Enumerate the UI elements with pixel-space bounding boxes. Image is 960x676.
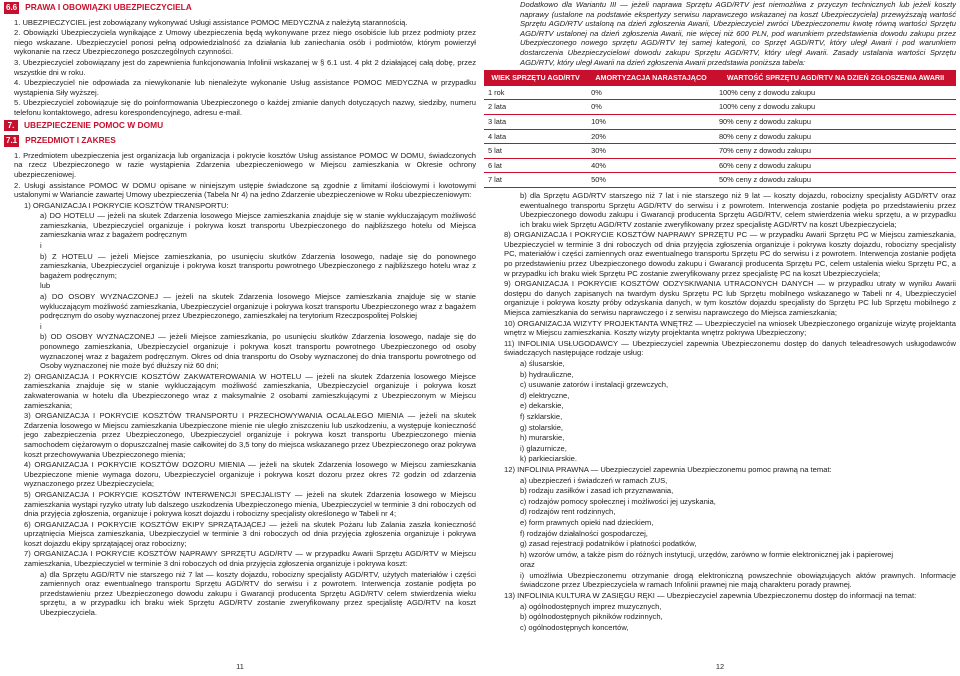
table-cell: 6 lat [484, 158, 587, 173]
list-item: a) ślusarskie, [520, 359, 565, 368]
table-cell: 30% [587, 144, 715, 159]
list-item: h) wzorów umów, a także pism do różnych instytucji, urzędów, zarówno w formie elektronicznej jak i papierowej [520, 549, 894, 559]
list-item: i) umożliwia Ubezpieczonemu otrzymanie drogą elektroniczną powszechnie obowiązujących aktów prawnych. Informacje świadczone przez Ubezpieczyciela w ramach Infolinii prawnej nie mają charakteru porady prawnej. [520, 570, 956, 590]
list-item: h) murarskie, [520, 433, 565, 443]
list-item: k) parkieciarskie. [520, 454, 577, 464]
paragraph: 10) ORGANIZACJA WIZYTY PROJEKTANTA WNĘTRZ — Ubezpieczyciel na wniosek Ubezpieczonego organizuje wizytę projektanta wnętrz w Miejscu zamieszkania. Koszty wizyty projektanta wnętrz pokrywa Ubezpieczony; [504, 318, 956, 338]
table-cell: 4 lata [484, 129, 587, 144]
table-cell: 50% [587, 173, 715, 188]
table-cell: 5 lat [484, 144, 587, 159]
table-cell: 2 lata [484, 100, 587, 115]
paragraph: 9) ORGANIZACJA I POKRYCIE KOSZTÓW ODZYSKIWANIA UTRACONYCH DANYCH — w przypadku utraty w wyniku Awarii dostępu do danych zapisanych na twardym dysku Sprzętu PC lub Sprzętu mobilnego wskazanego w Tabeli nr 4, Ubezpieczyciel organizuje i pokrywa koszty próby odzyskania danych, w tym kosztów dojazdu specjalisty do Sprzętu PC lub Sprzętu mobilnego z Miejsca zamieszkania do serwisu naprawczego i z serwisu naprawczego do Miejsca zamieszkania; [504, 279, 956, 318]
paragraph: a) DO HOTELU — jeżeli na skutek Zdarzenia losowego Miejsce zamieszkania znajduje się w stanie wykluczającym możliwość zamieszkania, Ubezpieczyciel organizuje i pokrywa koszt transportu Ubezpieczonego do najbliższego hotelu od Miejsca zamieszkania wraz z bagażem podręcznym [40, 211, 476, 240]
list-item: a) ogólnodostępnych imprez muzycznych, [520, 601, 662, 611]
paragraph: Dodatkowo dla Wariantu III — jeżeli naprawa Sprzętu AGD/RTV jest niemożliwa z przyczyn technicznych lub jeżeli koszty naprawy (ustalone na podstawie ekspertyzy serwisu naprawczego wskazanej na koszt Ubezpieczyciela) przewyższają wartość Sprzętu AGD/RTV ustaloną na dzień zgłoszenia Awarii, Ubezpieczyciel zwróci Ubezpieczonemu kwotę równą wartości Sprzętu AGD/RTV ustalonej na dzień zgłoszenia Awarii, nie więcej niż 600 PLN, pod warunkiem przedstawienia dowodu zakupu przez Ubezpieczonego nowego sprzętu AGD/RTV tej samej kategorii, co Sprzęt AGD/RTV, który uległ Awarii i pod warunkiem dostarczenia Ubezpieczycielowi dowodu zakupu Sprzętu AGD/RTV, który uległ Awarii. Zasady ustalania wartości Sprzętu AGD/RTV, który uległ Awarii na dzień zgłoszenia Awarii przedstawia poniższa tabela: [520, 0, 956, 67]
paragraph: 7) ORGANIZACJA I POKRYCIE KOSZTÓW NAPRAWY SPRZĘTU AGD/RTV — w przypadku Awarii Sprzętu AGD/RTV w Miejscu zamieszkania, Ubezpieczyciel w terminie 3 dni roboczych od dnia przyjęcia zgłoszenia organizuje i pokrywa koszt: [24, 549, 476, 569]
table-row [484, 114, 956, 129]
paragraph: 6) ORGANIZACJA I POKRYCIE KOSZTÓW EKIPY SPRZĄTAJĄCEJ — jeżeli na skutek Pożaru lub Zalania zaszła konieczność uprzątnięcia Miejsca zamieszkania, Ubezpieczyciel w terminie 3 dni roboczych od dnia przyjęcia zgłoszenia organizuje i pokrywa koszt dojazdu ekipy sprzątającej oraz robocizny; [24, 519, 476, 548]
table-cell: 0% [587, 100, 715, 115]
paragraph: 8) ORGANIZACJA I POKRYCIE KOSZTÓW NAPRAWY SPRZĘTU PC — w przypadku Awarii Sprzętu PC w Miejscu zamieszkania, Ubezpieczyciel w terminie 3 dni roboczych od dnia przyjęcia zgłoszenia organizuje i pokrywa koszty dojazdu, robocizny specjalisty PC, materiałów i części zamiennych oraz ewentualnego transportu Sprzętu PC do serwisu i z powrotem. Interwencja zostanie podjęta po przedstawieniu przez Ubezpieczonego dowodu zakupu i Gwarancji producenta Sprzętu PC, celem ustalenia wieku Sprzętu PC, a w przypadku ich braku wiek Sprzętu PC zostanie zweryfikowany przez specjalistę PC na koszt Ubezpieczyciela; [504, 230, 956, 278]
table-row [484, 86, 956, 100]
table-cell: 3 lata [484, 114, 587, 129]
paragraph: 5. Ubezpieczyciel zobowiązuje się do poinformowania Ubezpieczonego o każdej zmianie danych dotyczących nazwy, siedziby, numeru telefonu kontaktowego, adresu korespondencyjnego, adresu e-mail. [14, 98, 476, 117]
list-item: b) rodzaju zasiłków i zasad ich przyznawania, [520, 486, 674, 496]
paragraph: 11) INFOLINIA USŁUGODAWCY — Ubezpieczyciel zapewnia Ubezpieczonemu dostęp do danych teleadresowych usługodawców świadczących następujące rodzaje usług: [504, 338, 956, 358]
paragraph: 3. Ubezpieczyciel zobowiązany jest do zapewnienia funkcjonowania Infolinii wskazanej w § 6.1 ust. 4 pkt 2 działającej całą dobę, przez wszystkie dni w roku. [14, 57, 476, 77]
paragraph: 12) INFOLINIA PRAWNA — Ubezpieczyciel zapewnia Ubezpieczonemu pomoc prawną na temat: [504, 464, 832, 474]
paragraph: 2. Usługi assistance POMOC W DOMU opisane w niniejszym ustępie świadczone są zgodnie z limitami ilościowymi i kwotowymi ustalonymi w Wariancie zawartej Umowy ubezpieczenia (Tabela Nr 4) na jedno Zdarzenie ubezpieczeniowe w Roku ubezpieczeniowym: [14, 180, 476, 200]
table-cell: 20% [587, 129, 715, 144]
list-item: f) rodzajów działalności gospodarczej, [520, 528, 648, 538]
paragraph: a) dla Sprzętu AGD/RTV nie starszego niż 7 lat — koszty dojazdu, robocizny specjalisty AGD/RTV, użytych materiałów i części zamiennych oraz ewentualnego transportu Sprzętu AGD/RTV do serwisu i z powrotem. Interwencja zostanie podjęta po przedstawieniu przez Ubezpieczonego dowodu zakupu i Gwarancji producenta Sprzętu AGD/RTV celem stwierdzenia wieku sprzętu, a w przypadku ich braku wiek Sprzętu AGD/RTV zostanie zweryfikowany przez specjalistę AGD/RTV na koszt Ubezpieczyciela. [40, 569, 476, 618]
paragraph: 2. Obowiązki Ubezpieczyciela wynikające z Umowy ubezpieczenia będą wykonywane przez niego osobiście lub przez podmioty przez niego wskazane. Ubezpieczyciel ponosi pełną odpowiedzialność za działania lub zaniechania osób i podmiotów, którym powierzył wykonanie na rzecz Ubezpieczonego poszczególnych czynności. [14, 28, 476, 57]
section-number: 7. [4, 120, 18, 132]
section-number: 7.1 [6, 136, 18, 146]
table-cell: 100% ceny z dowodu zakupu [715, 100, 956, 115]
table-cell: 50% ceny z dowodu zakupu [715, 173, 956, 188]
table-header: WIEK SPRZĘTU AGD/RTV [484, 70, 587, 86]
table-row [484, 129, 956, 144]
table-row [484, 100, 956, 115]
list-item: g) zasad rejestracji podatników i płatności podatków, [520, 539, 697, 549]
section-title: PRAWA I OBOWIĄZKI UBEZPIECZYCIELA [25, 2, 192, 12]
section-title: PRZEDMIOT I ZAKRES [25, 135, 116, 146]
list-item: e) form prawnych opieki nad dzieckiem, [520, 517, 654, 527]
list-item: c) rodzajów pomocy społecznej i możliwości jej uzyskania, [520, 496, 716, 506]
left-page [4, 0, 476, 676]
section-header-7-1 [4, 135, 476, 147]
table-row [484, 144, 956, 159]
list-item: e) dekarskie, [520, 401, 564, 411]
paragraph: 1) ORGANIZACJA I POKRYCIE KOSZTÓW TRANSPORTU: [24, 200, 229, 210]
list-item: c) usuwanie zatorów i instalacji grzewczych, [520, 380, 669, 390]
page-number: 11 [236, 662, 244, 672]
paragraph: b) dla Sprzętu AGD/RTV starszego niż 7 lat i nie starszego niż 9 lat — koszty dojazdu, robocizny specjalisty AGD/RTV oraz ewentualnego transportu Sprzętu AGD/RTV do serwisu i z powrotem. Interwencja zostanie podjęta po przedstawieniu przez Ubezpieczonego dowodu zakupu i Gwarancji producenta Sprzętu AGD/RTV, celem stwierdzenia wieku sprzętu, a w przypadku ich braku wiek Sprzętu AGD/RTV zostanie zweryfikowany przez specjalistę AGD/RTV na koszt Ubezpieczyciela; [520, 190, 956, 229]
section-number: 6.6 [6, 3, 18, 12]
table-cell: 60% ceny z dowodu zakupu [715, 158, 956, 173]
section-title: UBEZPIECZENIE POMOC W DOMU [24, 119, 164, 130]
table-cell: 10% [587, 114, 715, 129]
paragraph: 4) ORGANIZACJA I POKRYCIE KOSZTÓW DOZORU MIENIA — jeżeli na skutek Zdarzenia losowego w Miejscu zamieszkania Ubezpieczone mienie wymaga dozoru, Ubezpieczyciel organizuje i pokrywa koszt dozoru przez okres 72 godzin od zdarzenia wyznaczonego przez Ubezpieczyciela; [24, 460, 476, 489]
table-row [484, 173, 956, 188]
paragraph: 3) ORGANIZACJA I POKRYCIE KOSZTÓW TRANSPORTU I PRZECHOWYWANIA OCALAŁEGO MIENIA — jeżeli na skutek Zdarzenia losowego w Miejscu zamieszkania Ubezpieczone mienie nie uległo zniszczeniu lub uszkodzeniu, a występuje konieczność jego zabezpieczenia przez Ubezpieczonego, Ubezpieczyciel organizuje i pokrywa koszt transportu Ubezpieczonego mienia samochodem ciężarowym o dopuszczalnej masie całkowitej do 3,5 tony do miejsca wskazanego przez Ubezpieczonego oraz pokrywa koszt przechowywania Ubezpieczonego mienia; [24, 411, 476, 459]
table-header: WARTOŚĆ SPRZĘTU AGD/RTV NA DZIEŃ ZGŁOSZENIA AWARII [715, 70, 956, 86]
table-cell: 0% [587, 86, 715, 100]
right-page [484, 0, 956, 676]
paragraph: b) Z HOTELU — jeżeli Miejsce zamieszkania, po usunięciu skutków Zdarzenia losowego, nadaje się do ponownego zamieszkania, Ubezpieczyciel organizuje i pokrywa koszt transportu powrotnego Ubezpieczonego z najbliższego hotelu wraz z bagażem podręcznym; [40, 251, 476, 280]
table-row [484, 158, 956, 173]
table-cell: 1 rok [484, 86, 587, 100]
table-cell: 80% ceny z dowodu zakupu [715, 129, 956, 144]
paragraph: i [40, 241, 42, 251]
table-header: AMORTYZACJA NARASTAJĄCO [587, 70, 715, 86]
list-item: d) elektryczne, [520, 390, 570, 400]
list-item: b) hydrauliczne, [520, 369, 574, 379]
section-header-7 [4, 120, 476, 132]
list-item: b) ogólnodostępnych pikników rodzinnych, [520, 612, 663, 622]
list-item: c) ogólnodostępnych koncertów, [520, 622, 629, 632]
list-item: i) glazurnicze, [520, 443, 567, 453]
table-cell: 40% [587, 158, 715, 173]
list-item: d) rodzajów rent rodzinnych, [520, 507, 616, 517]
paragraph: 1. Przedmiotem ubezpieczenia jest organizacja lub organizacja i pokrycie kosztów Usług assistance POMOC W DOMU, świadczonych na rzecz Ubezpieczonego w razie wystąpienia Zdarzenia ubezpieczeniowego w Miejscu zamieszkania w Okresie ochrony ubezpieczeniowej. [14, 150, 476, 179]
page-number: 12 [715, 662, 725, 672]
paragraph: 1. UBEZPIECZYCIEL jest zobowiązany wykonywać Usługi assistance POMOC MEDYCZNA z należytą starannością. [14, 17, 408, 27]
paragraph: 13) INFOLINIA KULTURA W ZASIĘGU RĘKI — Ubezpieczyciel zapewnia Ubezpieczonemu dostęp do informacji na temat: [504, 591, 917, 601]
list-item: oraz [520, 560, 535, 570]
table-cell: 100% ceny z dowodu zakupu [715, 86, 956, 100]
table-cell: 90% ceny z dowodu zakupu [715, 114, 956, 129]
list-item: f) szklarskie, [520, 411, 563, 421]
section-header-6-6 [4, 2, 476, 14]
paragraph: i [40, 321, 42, 331]
paragraph: 4. Ubezpieczyciel nie odpowiada za niewykonanie lub nienależyte wykonanie Usług assistance POMOC MEDYCZNA w przypadku wystąpienia Siły wyższej. [14, 78, 476, 97]
table-cell: 7 lat [484, 173, 587, 188]
paragraph: 2) ORGANIZACJA I POKRYCIE KOSZTÓW ZAKWATEROWANIA W HOTELU — jeżeli na skutek Zdarzenia losowego Miejsce zamieszkania znajduje się w stanie wykluczającym możliwość zamieszkania, Ubezpieczyciel organizuje i pokrywa koszt zakwaterowania w hotelu dla Ubezpieczonego wraz z maksymalnie 2 osobami zamieszkującymi z Ubezpieczonym w Miejscu zamieszkania; [24, 371, 476, 410]
table-cell: 70% ceny z dowodu zakupu [715, 144, 956, 159]
paragraph: a) DO OSOBY WYZNACZONEJ — jeżeli na skutek Zdarzenia losowego Miejsce zamieszkania znajduje się w stanie wykluczającym możliwość zamieszkania, Ubezpieczyciel organizuje i pokrywa koszt transportu Ubezpieczonego wraz z bagażem podręcznym do osoby wyznaczonej przez Ubezpieczonego, zamieszkałej na terytorium Rzeczpospolitej Polskiej [40, 292, 476, 321]
list-item: g) stolarskie, [520, 422, 564, 432]
paragraph: lub [40, 281, 51, 291]
paragraph: 5) ORGANIZACJA I POKRYCIE KOSZTÓW INTERWENCJI SPECJALISTY — jeżeli na skutek Zdarzenia losowego w Miejscu zamieszkania wystąpi ryzyko utraty lub dalszego uszkodzenia Ubezpieczonego mienia, Ubezpieczyciel w terminie 3 dni roboczych od dnia przyjęcia zgłoszenia, organizuje i pokrywa koszt dojazdu i robocizny specjalisty określonego w Tabeli nr 4; [24, 489, 476, 519]
paragraph: b) OD OSOBY WYZNACZONEJ — jeżeli Miejsce zamieszkania, po usunięciu skutków Zdarzenia losowego, nadaje się do ponownego zamieszkania, Ubezpieczyciel organizuje i pokrywa koszt transportu powrotnego Ubezpieczonego od osoby wyznaczonej wraz z bagażem podręcznym. Okres od dnia transportu do Osoby wyznaczonej do dnia transportu powrotnego od Osoby wyznaczonej nie może być dłuższy niż 60 dni; [40, 332, 476, 371]
list-item: a) ubezpieczeń i świadczeń w ramach ZUS, [520, 475, 668, 485]
depreciation-table [484, 70, 956, 188]
